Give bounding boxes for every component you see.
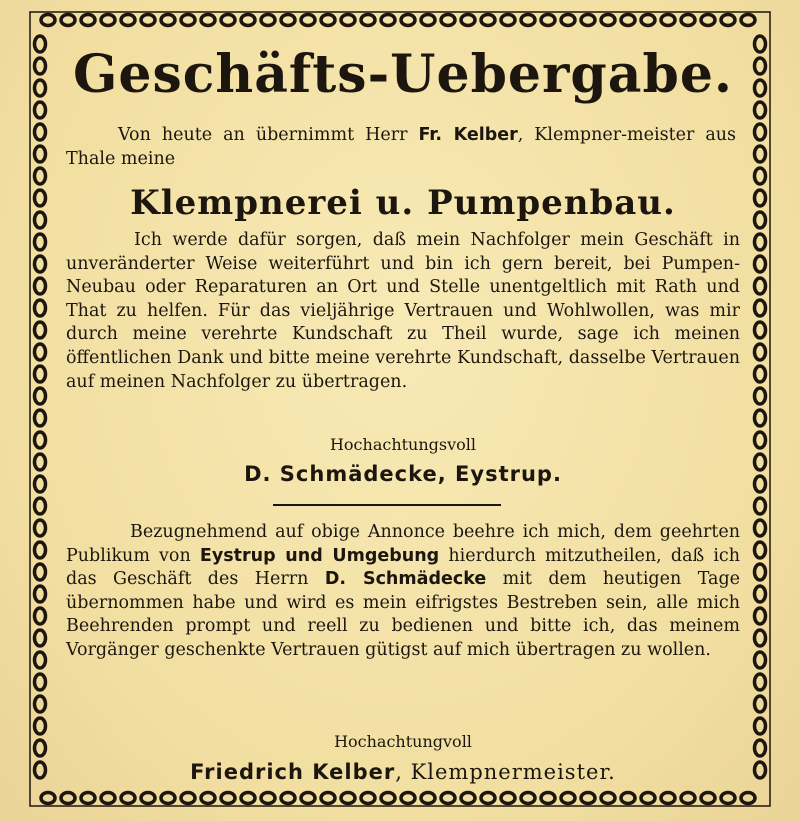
border-link xyxy=(35,300,46,316)
border-link xyxy=(35,124,46,140)
border-link xyxy=(35,674,46,690)
border-link xyxy=(361,15,375,26)
signature-kelber-name: Friedrich Kelber xyxy=(190,760,396,784)
border-link xyxy=(621,793,635,804)
border-link xyxy=(35,344,46,360)
border-link xyxy=(121,793,135,804)
border-link xyxy=(701,793,715,804)
border-link xyxy=(141,793,155,804)
border-link xyxy=(755,58,766,74)
border-link xyxy=(41,15,55,26)
border-link xyxy=(521,15,535,26)
border-link xyxy=(281,15,295,26)
border-link xyxy=(755,410,766,426)
border-link xyxy=(35,586,46,602)
border-link xyxy=(755,740,766,756)
border-link xyxy=(35,718,46,734)
border-link xyxy=(755,388,766,404)
border-link xyxy=(301,15,315,26)
border-link xyxy=(755,454,766,470)
border-link xyxy=(755,498,766,514)
intro-prefix: Von heute an übernimmt Herr xyxy=(118,125,419,145)
border-link xyxy=(35,58,46,74)
border-link xyxy=(621,15,635,26)
border-link xyxy=(755,718,766,734)
border-link xyxy=(721,793,735,804)
intro-paragraph xyxy=(66,124,736,171)
border-link xyxy=(35,278,46,294)
border-link xyxy=(35,256,46,272)
border-link xyxy=(755,762,766,778)
border-link xyxy=(755,586,766,602)
border-link xyxy=(461,15,475,26)
border-link xyxy=(755,432,766,448)
border-link xyxy=(41,793,55,804)
ad-title: Geschäfts-Uebergabe. xyxy=(72,44,734,105)
closing-greeting-1: Hochachtungsvoll xyxy=(329,435,477,454)
border-link xyxy=(261,793,275,804)
border-link xyxy=(681,793,695,804)
border-link xyxy=(35,388,46,404)
closing-greeting-2: Hochachtungvoll xyxy=(334,732,472,751)
border-link xyxy=(241,15,255,26)
business-headline: Klempnerei u. Pumpenbau. xyxy=(130,183,676,223)
border-link xyxy=(35,36,46,52)
border-link xyxy=(755,168,766,184)
border-link xyxy=(755,520,766,536)
border-link xyxy=(441,15,455,26)
border-link xyxy=(35,168,46,184)
border-link xyxy=(35,608,46,624)
border-link xyxy=(35,696,46,712)
border-link xyxy=(35,542,46,558)
border-link xyxy=(61,15,75,26)
border-link xyxy=(201,15,215,26)
border-link xyxy=(501,793,515,804)
signature-schmaedecke: D. Schmädecke, Eystrup. xyxy=(244,462,562,486)
takeover-name: D. Schmädecke xyxy=(324,569,487,590)
border-link xyxy=(81,15,95,26)
border-link xyxy=(381,15,395,26)
border-link xyxy=(101,15,115,26)
border-link xyxy=(35,762,46,778)
border-link xyxy=(401,15,415,26)
border-link xyxy=(721,15,735,26)
border-link xyxy=(481,15,495,26)
border-link xyxy=(755,322,766,338)
border-link xyxy=(755,476,766,492)
border-link xyxy=(35,454,46,470)
border-link xyxy=(661,15,675,26)
border-link xyxy=(35,652,46,668)
border-link xyxy=(421,15,435,26)
takeover-place: Eystrup und Umgebung xyxy=(199,545,440,566)
border-link xyxy=(755,366,766,382)
border-link xyxy=(35,410,46,426)
border-link xyxy=(755,190,766,206)
border-link xyxy=(541,793,555,804)
border-link xyxy=(755,102,766,118)
border-link xyxy=(201,793,215,804)
border-link xyxy=(121,15,135,26)
border-link xyxy=(35,212,46,228)
border-link xyxy=(755,564,766,580)
border-link xyxy=(281,793,295,804)
takeover-paragraph xyxy=(66,521,740,663)
border-link xyxy=(755,36,766,52)
takeover-part1: Bezugnehmend auf obige Annonce beehre ich mich, dem geehrten Publikum von xyxy=(66,522,740,566)
announcement-paragraph: Ich werde dafür sorgen, daß mein Nachfolger mein Geschäft in unveränderter Weise weiterführt und bin ich gern bereit, bei Pumpen-Neubau oder Reparaturen an Ort und Stelle unentgeltlich mit Rath und That zu helfen. Für das vieljährige Vertrauen und Wohlwollen, was mir durch meine verehrte Kundschaft zu Theil wurde, sage ich meinen öffentlichen Dank und bitte meine verehrte Kundschaft, dasselbe Vertrauen auf meinen Nachfolger zu übertragen. xyxy=(66,230,740,392)
border-link xyxy=(35,80,46,96)
border-link xyxy=(401,793,415,804)
border-link xyxy=(35,498,46,514)
border-link xyxy=(35,520,46,536)
border-link xyxy=(755,630,766,646)
border-link xyxy=(35,190,46,206)
border-link xyxy=(461,793,475,804)
border-link xyxy=(81,793,95,804)
border-link xyxy=(755,80,766,96)
takeover-part2: hierdurch mitzutheilen, daß ich das Geschäft des Herrn xyxy=(66,545,740,590)
border-link xyxy=(501,15,515,26)
border-link xyxy=(35,102,46,118)
border-link xyxy=(35,432,46,448)
border-link xyxy=(755,300,766,316)
border-link xyxy=(755,124,766,140)
advertisement-content xyxy=(58,32,748,792)
border-link xyxy=(561,793,575,804)
border-link xyxy=(755,278,766,294)
border-link xyxy=(35,322,46,338)
border-link xyxy=(221,15,235,26)
border-link xyxy=(161,793,175,804)
border-link xyxy=(441,793,455,804)
border-link xyxy=(755,674,766,690)
takeover-part3: mit dem heutigen Tage übernommen habe und wird es mein eifrigstes Bestreben sein, alle mich Beehrenden prompt und reell zu bedienen und bitte ich, das meinem Vorgänger geschenkte Vertrauen gütigst auf mich übertragen zu wollen. xyxy=(66,569,740,660)
border-link xyxy=(181,15,195,26)
border-link xyxy=(141,15,155,26)
border-link xyxy=(581,15,595,26)
border-link xyxy=(681,15,695,26)
border-link xyxy=(755,146,766,162)
border-link xyxy=(181,793,195,804)
border-link xyxy=(755,608,766,624)
border-link xyxy=(601,793,615,804)
border-link xyxy=(381,793,395,804)
border-link xyxy=(321,793,335,804)
border-link xyxy=(35,476,46,492)
border-link xyxy=(755,256,766,272)
border-link xyxy=(601,15,615,26)
border-link xyxy=(641,15,655,26)
border-link xyxy=(561,15,575,26)
border-link xyxy=(321,15,335,26)
border-link xyxy=(35,146,46,162)
border-link xyxy=(741,15,755,26)
border-link xyxy=(641,793,655,804)
border-link xyxy=(755,652,766,668)
border-link xyxy=(341,793,355,804)
border-link xyxy=(101,793,115,804)
border-link xyxy=(35,234,46,250)
border-link xyxy=(661,793,675,804)
border-link xyxy=(341,15,355,26)
border-link xyxy=(701,15,715,26)
border-link xyxy=(755,696,766,712)
border-link xyxy=(481,793,495,804)
border-link xyxy=(35,564,46,580)
border-link xyxy=(261,15,275,26)
signature-kelber-title: , Klempnermeister. xyxy=(395,760,616,784)
border-link xyxy=(35,740,46,756)
intro-name: Fr. Kelber xyxy=(418,125,518,145)
border-link xyxy=(301,793,315,804)
border-link xyxy=(581,793,595,804)
border-link xyxy=(421,793,435,804)
border-link xyxy=(741,793,755,804)
border-link xyxy=(61,793,75,804)
intro-suffix: , Klempner-meister aus Thale meine xyxy=(66,125,737,169)
border-link xyxy=(35,366,46,382)
border-link xyxy=(755,344,766,360)
border-link xyxy=(241,793,255,804)
border-link xyxy=(521,793,535,804)
border-link xyxy=(755,212,766,228)
border-link xyxy=(161,15,175,26)
border-link xyxy=(221,793,235,804)
signature-kelber xyxy=(58,760,748,784)
border-link xyxy=(35,630,46,646)
border-link xyxy=(361,793,375,804)
border-link xyxy=(541,15,555,26)
border-link xyxy=(755,542,766,558)
section-divider xyxy=(273,504,501,506)
border-link xyxy=(755,234,766,250)
